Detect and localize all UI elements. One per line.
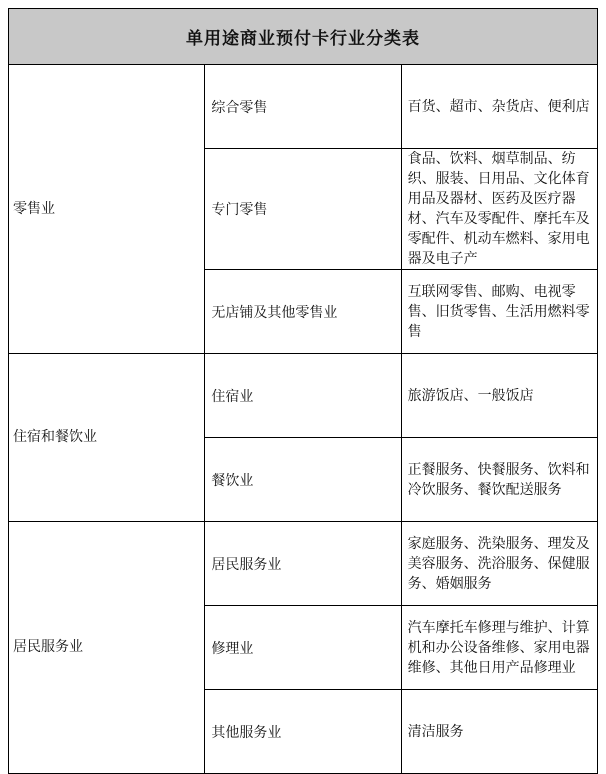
subcategory-cell: 专门零售 <box>205 149 401 270</box>
description-cell: 清洁服务 <box>401 690 597 774</box>
subcategory-cell: 修理业 <box>205 606 401 690</box>
table-title: 单用途商业预付卡行业分类表 <box>9 9 598 65</box>
subcategory-cell: 综合零售 <box>205 65 401 149</box>
category-retail: 零售业 <box>9 65 205 354</box>
table-row <box>9 354 598 438</box>
subcategory-cell: 无店铺及其他零售业 <box>205 270 401 354</box>
table-row <box>9 65 598 149</box>
description-cell: 汽车摩托车修理与维护、计算机和办公设备维修、家用电器维修、其他日用产品修理业 <box>401 606 597 690</box>
description-cell: 旅游饭店、一般饭店 <box>401 354 597 438</box>
subcategory-cell: 餐饮业 <box>205 438 401 522</box>
subcategory-cell: 其他服务业 <box>205 690 401 774</box>
category-lodging-catering: 住宿和餐饮业 <box>9 354 205 522</box>
description-cell: 百货、超市、杂货店、便利店 <box>401 65 597 149</box>
description-cell: 家庭服务、洗染服务、理发及美容服务、洗浴服务、保健服务、婚姻服务 <box>401 522 597 606</box>
description-cell: 互联网零售、邮购、电视零售、旧货零售、生活用燃料零售 <box>401 270 597 354</box>
classification-table <box>8 8 598 774</box>
table-row <box>9 522 598 606</box>
category-resident-services: 居民服务业 <box>9 522 205 774</box>
subcategory-cell: 居民服务业 <box>205 522 401 606</box>
description-cell: 正餐服务、快餐服务、饮料和冷饮服务、餐饮配送服务 <box>401 438 597 522</box>
description-cell: 食品、饮料、烟草制品、纺织、服装、日用品、文化体育用品及器材、医药及医疗器材、汽车及零配件、摩托车及零配件、机动车燃料、家用电器及电子产 <box>401 149 597 270</box>
classification-table-container <box>8 8 598 774</box>
subcategory-cell: 住宿业 <box>205 354 401 438</box>
